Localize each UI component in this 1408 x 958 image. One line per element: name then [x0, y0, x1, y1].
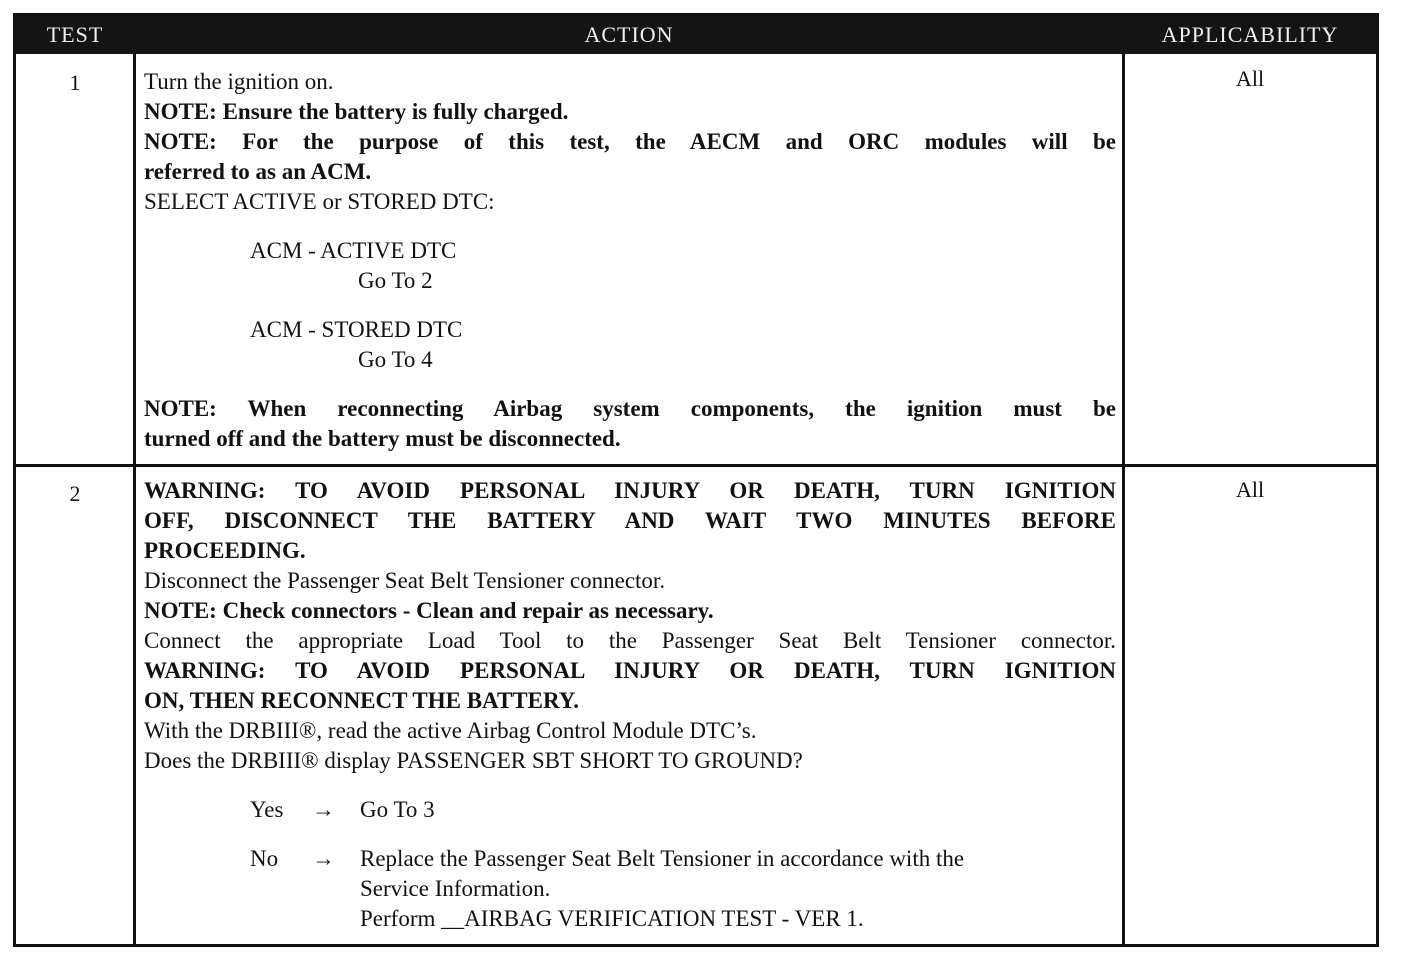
applicability-value: All	[1235, 66, 1265, 91]
header-applicability: APPLICABILITY	[1161, 22, 1339, 47]
branch-no	[144, 844, 1116, 934]
warning-line: WARNING: TO AVOID PERSONAL INJURY OR DEATH, TURN IGNITION	[144, 478, 1116, 503]
action-cell	[144, 476, 1116, 934]
branch-text: Service Information.	[360, 876, 551, 901]
goto-line: Go To 2	[358, 268, 433, 293]
branch-yes	[144, 795, 1116, 825]
warning-line: ON, THEN RECONNECT THE BATTERY.	[144, 688, 580, 713]
branch-label: Yes	[250, 797, 284, 822]
test-number: 2	[69, 481, 81, 506]
note-line: NOTE: For the purpose of this test, the AECM and ORC modules will be	[144, 129, 1116, 154]
arrow-icon: →	[312, 846, 335, 871]
branch-text: Perform __AIRBAG VERIFICATION TEST - VER 1.	[360, 906, 864, 931]
note-line: referred to as an ACM.	[144, 159, 372, 184]
table-header	[16, 16, 1376, 54]
branch-text: Replace the Passenger Seat Belt Tensioner in accordance with the	[360, 846, 965, 871]
applicability-value: All	[1235, 477, 1265, 502]
note-line: NOTE: Check connectors - Clean and repair as necessary.	[144, 598, 714, 623]
action-line: Turn the ignition on.	[144, 69, 334, 94]
action-line: Connect the appropriate Load Tool to the Passenger Seat Belt Tensioner connector.	[144, 628, 1116, 653]
branch-label: No	[250, 846, 279, 871]
action-cell	[144, 67, 1116, 454]
warning-line: OFF, DISCONNECT THE BATTERY AND WAIT TWO MINUTES BEFORE	[144, 508, 1116, 533]
diagnostic-test-table	[13, 13, 1379, 947]
action-line: With the DRBIII®, read the active Airbag Control Module DTC’s.	[144, 718, 757, 743]
warning-line: WARNING: TO AVOID PERSONAL INJURY OR DEATH, TURN IGNITION	[144, 658, 1116, 683]
action-line: SELECT ACTIVE or STORED DTC:	[144, 189, 495, 214]
header-test: TEST	[46, 22, 104, 47]
note-line: NOTE: Ensure the battery is fully charged.	[144, 99, 569, 124]
goto-line: Go To 4	[358, 347, 433, 372]
option-label: ACM - ACTIVE DTC	[250, 238, 457, 263]
action-line: Disconnect the Passenger Seat Belt Tensioner connector.	[144, 568, 666, 593]
note-line: turned off and the battery must be disconnected.	[144, 426, 621, 451]
warning-line: PROCEEDING.	[144, 538, 306, 563]
goto-line: Go To 3	[360, 797, 435, 822]
note-line: NOTE: When reconnecting Airbag system components, the ignition must be	[144, 396, 1116, 421]
header-action: ACTION	[584, 22, 674, 47]
arrow-icon: →	[312, 797, 335, 822]
test-number: 1	[69, 70, 81, 95]
action-line: Does the DRBIII® display PASSENGER SBT SHORT TO GROUND?	[144, 748, 803, 773]
option-label: ACM - STORED DTC	[250, 317, 463, 342]
row-divider	[16, 464, 1376, 467]
